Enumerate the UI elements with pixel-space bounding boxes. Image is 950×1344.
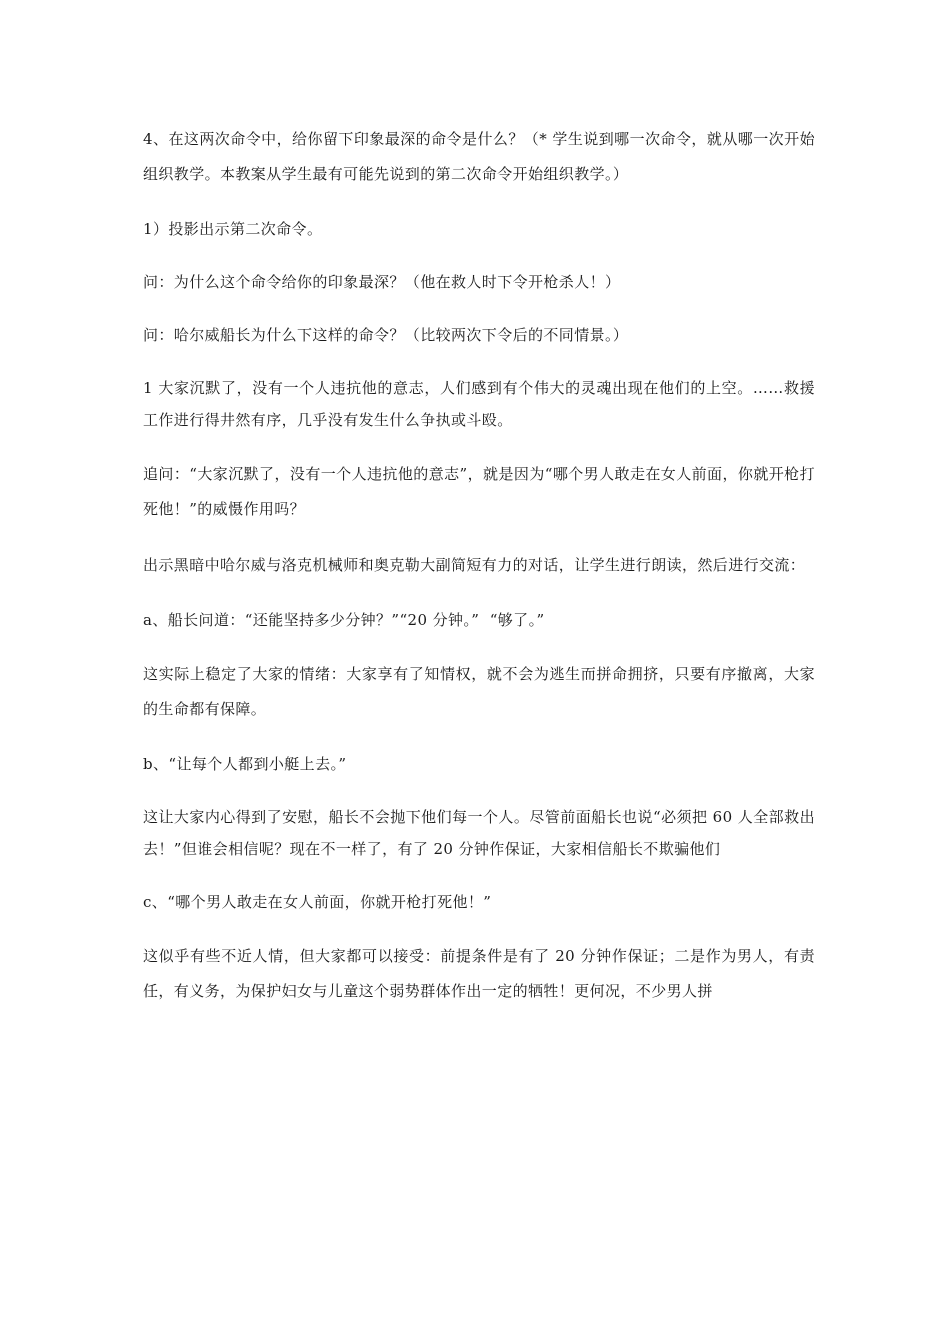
paragraph-question-impression: 问：为什么这个命令给你的印象最深？（他在救人时下令开枪杀人！）	[143, 273, 621, 291]
paragraph-analysis-a: 这实际上稳定了大家的情绪：大家享有了知情权，就不会为逃生而拼命拥挤，只要有序撤离，大家的生命都有保障。	[143, 665, 815, 718]
paragraph-step-1: 1）投影出示第二次命令。	[143, 220, 323, 238]
paragraph-analysis-c: 这似乎有些不近人情，但大家都可以接受：前提条件是有了 20 分钟作保证；二是作为男人，有责任，有义务，为保护妇女与儿童这个弱势群体作出一定的牺牲！更何况，不少男人拼	[143, 947, 815, 1000]
paragraph-question-4: 4、在这两次命令中，给你留下印象最深的命令是什么？（* 学生说到哪一次命令，就从哪一次开始组织教学。本教案从学生最有可能先说到的第二次命令开始组织教学。）	[143, 130, 815, 183]
paragraph-item-b: b、“让每个人都到小艇上去。”	[143, 755, 347, 773]
paragraph-quote-silence: 1 大家沉默了，没有一个人违抗他的意志，人们感到有个伟大的灵魂出现在他们的上空。……救援工作进行得井然有序，几乎没有发生什么争执或斗殴。	[143, 379, 815, 429]
paragraph-item-a: a、船长问道：“还能坚持多少分钟？”“20 分钟。” “够了。”	[143, 611, 545, 629]
paragraph-analysis-b: 这让大家内心得到了安慰，船长不会抛下他们每一个人。尽管前面船长也说“必须把 60 人全部救出去！”但谁会相信呢？现在不一样了，有了 20 分钟作保证，大家相信船长不欺骗他们	[143, 808, 815, 858]
document-body	[143, 122, 815, 1030]
paragraph-dialogue-intro: 出示黑暗中哈尔威与洛克机械师和奥克勒大副简短有力的对话，让学生进行朗读，然后进行交流：	[143, 556, 806, 574]
paragraph-follow-up-question: 追问：“大家沉默了，没有一个人违抗他的意志”，就是因为“哪个男人敢走在女人前面，你就开枪打死他！”的威慑作用吗？	[143, 465, 815, 518]
paragraph-question-why-order: 问：哈尔威船长为什么下这样的命令？（比较两次下令后的不同情景。）	[143, 326, 629, 344]
paragraph-item-c: c、“哪个男人敢走在女人前面，你就开枪打死他！”	[143, 893, 492, 911]
